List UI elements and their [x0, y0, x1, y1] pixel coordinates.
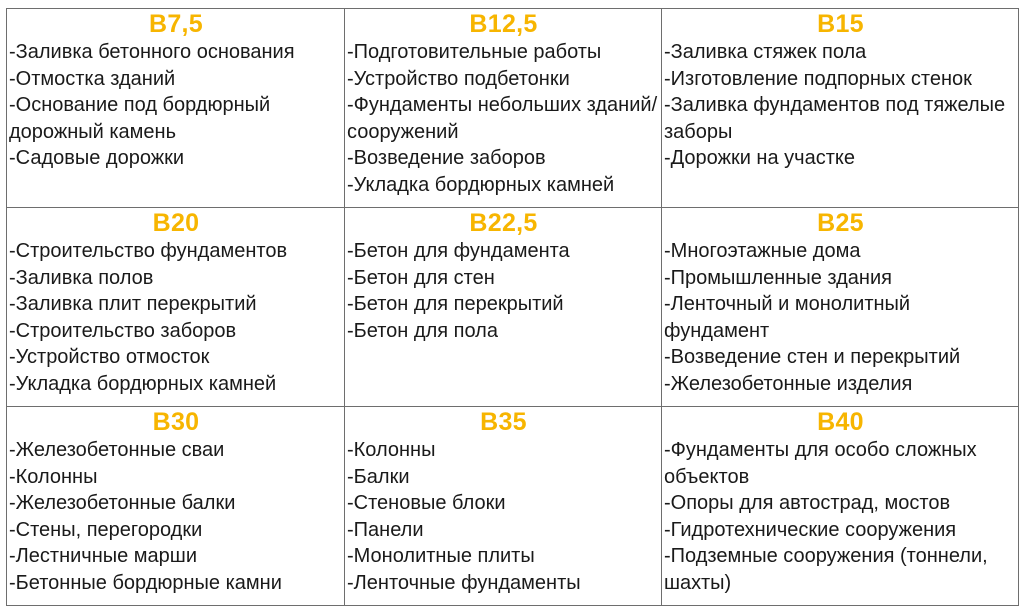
grade-use-item: -Заливка бетонного основания: [9, 41, 295, 63]
grade-cell: [662, 208, 1019, 407]
grade-cell: [662, 9, 1019, 208]
grade-use-item: -Бетон для пола: [347, 319, 498, 342]
grade-use-item: -Ленточные фундаменты: [347, 571, 581, 594]
grade-use-item: -Укладка бордюрных камней: [347, 173, 615, 196]
grade-use-item: -Заливка полов: [9, 266, 154, 289]
grade-use-item: -Устройство подбетонки: [347, 67, 570, 90]
grade-use-item: -Дорожки на участке: [664, 147, 855, 170]
grade-cell: [7, 407, 345, 606]
grade-use-item: -Балки: [347, 465, 410, 488]
grade-use-item: -Многоэтажные дома: [664, 240, 861, 262]
grade-use-item: -Бетонные бордюрные камни: [9, 571, 282, 594]
grades-row: [7, 208, 1019, 407]
grade-use-item: -Стеновые блоки: [347, 492, 506, 515]
grade-use-item: -Железобетонные балки: [9, 492, 236, 515]
grade-use-item: -Бетон для перекрытий: [347, 293, 564, 316]
grade-uses-list: [9, 39, 343, 172]
grade-use-item: -Ленточный и монолитный фундамент: [664, 293, 911, 342]
grade-use-item: -Заливка фундаментов под тяжелые заборы: [664, 94, 1006, 143]
grade-title: B40: [817, 408, 864, 436]
grade-use-item: -Основание под бордюрный дорожный камень: [9, 94, 271, 143]
grade-title: B30: [152, 408, 200, 436]
grade-uses-list: [347, 437, 660, 597]
grade-use-item: -Возведение заборов: [347, 147, 546, 170]
grade-uses-list: [664, 437, 1017, 597]
grade-use-item: -Заливка стяжек пола: [664, 41, 867, 63]
grade-use-item: -Подготовительные работы: [347, 41, 602, 63]
grade-use-item: -Заливка плит перекрытий: [9, 293, 257, 316]
grade-uses-list: [664, 238, 1017, 398]
grade-use-item: -Подземные сооружения (тоннели, шахты): [664, 545, 988, 594]
grade-use-item: -Фундаменты небольших зданий/сооружений: [347, 94, 658, 143]
grades-row: [7, 9, 1019, 208]
grade-use-item: -Бетон для фундамента: [347, 240, 570, 262]
grade-use-item: -Отмостка зданий: [9, 67, 176, 90]
grade-title: B12,5: [469, 10, 538, 38]
grade-use-item: -Строительство заборов: [9, 319, 237, 342]
grade-use-item: -Колонны: [347, 439, 436, 461]
grade-cell: [345, 208, 662, 407]
grade-use-item: -Железобетонные изделия: [664, 372, 913, 395]
grade-uses-list: [664, 39, 1017, 172]
grades-table-body: [7, 9, 1019, 606]
grade-uses-list: [347, 39, 660, 199]
grade-cell: [345, 407, 662, 606]
grade-use-item: -Колонны: [9, 465, 98, 488]
grade-use-item: -Укладка бордюрных камней: [9, 372, 277, 395]
grade-title: B20: [152, 209, 200, 237]
grade-use-item: -Строительство фундаментов: [9, 240, 288, 262]
grade-uses-list: [9, 437, 343, 597]
grade-use-item: -Панели: [347, 518, 424, 541]
grade-use-item: -Железобетонные сваи: [9, 439, 225, 461]
grade-use-item: -Фундаменты для особо сложных объектов: [664, 439, 977, 488]
grade-title: B25: [817, 209, 864, 237]
concrete-grades-table: [6, 8, 1019, 606]
grade-use-item: -Устройство отмосток: [9, 346, 210, 369]
grade-use-item: -Изготовление подпорных стенок: [664, 67, 972, 90]
grade-use-item: -Монолитные плиты: [347, 545, 535, 568]
grade-use-item: -Стены, перегородки: [9, 518, 203, 541]
grade-title: B22,5: [469, 209, 538, 237]
grade-uses-list: [9, 238, 343, 398]
grade-use-item: -Бетон для стен: [347, 266, 495, 289]
grade-use-item: -Промышленные здания: [664, 266, 892, 289]
grade-use-item: -Садовые дорожки: [9, 147, 185, 170]
grade-use-item: -Опоры для автострад, мостов: [664, 492, 951, 515]
grade-cell: [662, 407, 1019, 606]
grade-cell: [7, 9, 345, 208]
grade-cell: [345, 9, 662, 208]
grade-uses-list: [347, 238, 660, 344]
grade-title: B35: [480, 408, 527, 436]
grade-cell: [7, 208, 345, 407]
grade-title: B15: [817, 10, 864, 38]
grade-use-item: -Гидротехнические сооружения: [664, 518, 957, 541]
grade-title: B7,5: [148, 10, 203, 38]
grade-use-item: -Лестничные марши: [9, 545, 198, 568]
grades-row: [7, 407, 1019, 606]
grade-use-item: -Возведение стен и перекрытий: [664, 346, 961, 369]
